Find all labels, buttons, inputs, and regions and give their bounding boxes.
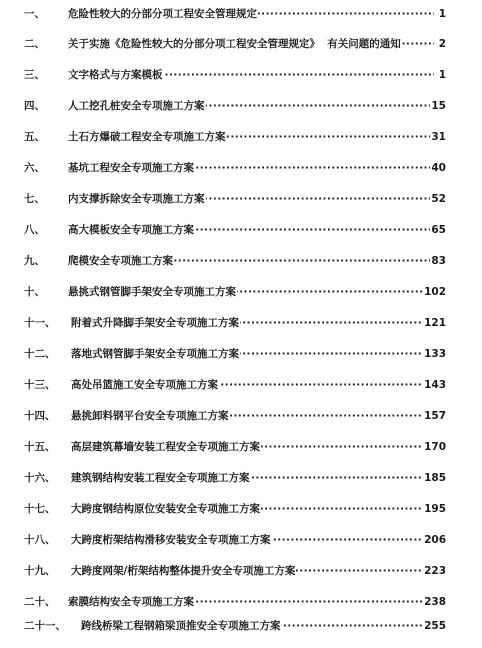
toc-entry-number: 一、	[24, 8, 45, 20]
toc-entry-title: 基坑工程安全专项施工方案	[68, 158, 195, 178]
toc-entry-title: 悬挑卸料钢平台安全专项施工方案	[71, 406, 230, 426]
toc-page-number: 2	[438, 34, 446, 54]
toc-entry-number: 十七、	[24, 503, 56, 515]
toc-entry-title: 跨线桥梁工程钢箱梁顶推安全专项施工方案	[81, 616, 282, 636]
toc-entry-title: 内支撑拆除安全专项施工方案	[68, 189, 206, 209]
toc-entry-number: 二、	[24, 38, 45, 50]
toc-page-number: 1	[438, 65, 446, 85]
toc-page-number: 102	[423, 282, 446, 302]
toc-entry-number: 十、	[24, 286, 45, 298]
toc-page-number: 238	[423, 592, 446, 612]
toc-entry-number: 六、	[24, 162, 45, 174]
toc-entry-number: 八、	[24, 224, 45, 236]
toc-entry-title: 爬模安全专项施工方案	[68, 251, 174, 271]
toc-entry-title: 索膜结构安全专项施工方案	[68, 592, 195, 612]
toc-entry[interactable]	[0, 251, 482, 271]
toc-page-number: 185	[423, 468, 446, 488]
toc-entry-number: 四、	[24, 100, 45, 112]
toc-entry[interactable]	[0, 375, 482, 395]
toc-entry[interactable]	[0, 34, 482, 54]
toc-entry[interactable]	[0, 437, 482, 457]
toc-entry[interactable]	[0, 616, 482, 636]
toc-page-number: 83	[430, 251, 446, 271]
toc-entry[interactable]	[0, 220, 482, 240]
toc-entry[interactable]	[0, 344, 482, 364]
toc-entry-title: 附着式升降脚手架安全专项施工方案	[71, 313, 240, 333]
toc-page-number: 121	[423, 313, 446, 333]
toc-entry[interactable]	[0, 189, 482, 209]
toc-entry[interactable]	[0, 592, 482, 612]
toc-entry-title: 大跨度钢结构原位安装安全专项施工方案	[71, 499, 261, 519]
toc-entry-number: 九、	[24, 255, 45, 267]
toc-entry-title: 关于实施《危险性较大的分部分项工程安全管理规定》 有关问题的通知	[68, 34, 402, 54]
toc-entry-title: 高大模板安全专项施工方案	[68, 220, 195, 240]
toc-entry[interactable]	[0, 4, 482, 24]
toc-entry[interactable]	[0, 313, 482, 333]
toc-entry[interactable]	[0, 282, 482, 302]
toc-entry[interactable]	[0, 499, 482, 519]
toc-entry[interactable]	[0, 406, 482, 426]
toc-page-number: 65	[430, 220, 446, 240]
toc-page-number: 255	[423, 616, 446, 636]
toc-entry-number: 十一、	[24, 317, 56, 329]
toc-entry-title: 土石方爆破工程安全专项施工方案	[68, 127, 227, 147]
toc-entry[interactable]	[0, 65, 482, 85]
toc-page-number: 15	[430, 96, 446, 116]
toc-entry-title: 文字格式与方案模板	[68, 65, 164, 85]
toc-entry-number: 十六、	[24, 472, 56, 484]
toc-entry-number: 十九、	[24, 565, 56, 577]
toc-entry-number: 二十、	[24, 596, 56, 608]
toc-entry-title: 大跨度桁架结构滑移安装安全专项施工方案	[71, 530, 272, 550]
toc-page-number: 206	[423, 530, 446, 550]
toc-entry[interactable]	[0, 530, 482, 550]
toc-page-number: 1	[438, 4, 446, 24]
toc-entry-number: 十四、	[24, 410, 56, 422]
toc-entry-number: 五、	[24, 131, 45, 143]
toc-entry-number: 十五、	[24, 441, 56, 453]
toc-page-number: 40	[430, 158, 446, 178]
toc-entry-title: 悬挑式钢管脚手架安全专项施工方案	[68, 282, 237, 302]
toc-page-number: 223	[423, 561, 446, 581]
toc-page-number: 157	[423, 406, 446, 426]
toc-page-number: 133	[423, 344, 446, 364]
toc-page-number: 31	[430, 127, 446, 147]
toc-entry[interactable]	[0, 127, 482, 147]
toc-entry-title: 危险性较大的分部分项工程安全管理规定	[68, 4, 258, 24]
toc-entry-title: 人工挖孔桩安全专项施工方案	[68, 96, 206, 116]
toc-entry-title: 建筑钢结构安装工程安全专项施工方案	[71, 468, 251, 488]
toc-entry-number: 十八、	[24, 534, 56, 546]
toc-entry-title: 高层建筑幕墙安装工程安全专项施工方案	[71, 437, 261, 457]
toc-entry[interactable]	[0, 96, 482, 116]
toc-entry[interactable]	[0, 468, 482, 488]
toc-page-number: 52	[430, 189, 446, 209]
toc-entry-title: 大跨度网架/桁架结构整体提升安全专项施工方案	[71, 561, 296, 581]
toc-entry-title: 高处吊篮施工安全专项施工方案	[71, 375, 219, 395]
toc-entry-number: 三、	[24, 69, 45, 81]
toc-entry-number: 七、	[24, 193, 45, 205]
toc-entry[interactable]	[0, 561, 482, 581]
toc-page-number: 170	[423, 437, 446, 457]
toc-page-number: 195	[423, 499, 446, 519]
toc-entry-number: 十三、	[24, 379, 56, 391]
toc-entry[interactable]	[0, 158, 482, 178]
toc-entry-number: 十二、	[24, 348, 56, 360]
toc-entry-number: 二十一、	[24, 620, 66, 632]
toc-page-number: 143	[423, 375, 446, 395]
toc-entry-title: 落地式钢管脚手架安全专项施工方案	[71, 344, 240, 364]
